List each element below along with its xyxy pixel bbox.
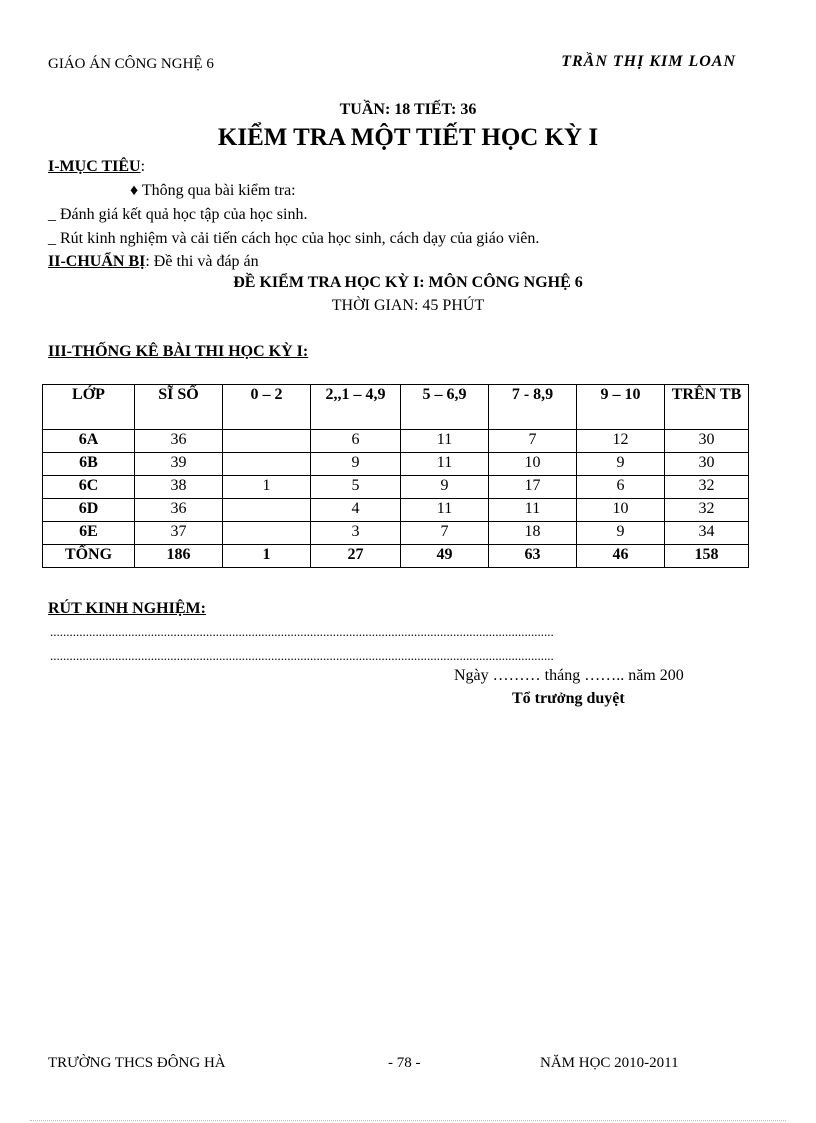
table-cell: 5 bbox=[311, 476, 401, 499]
exam-time: THỜI GIAN: 45 PHÚT bbox=[331, 297, 485, 314]
table-cell: 36 bbox=[135, 430, 223, 453]
footer-school-year: NĂM HỌC 2010-2011 bbox=[540, 1055, 679, 1071]
class-cell: 6D bbox=[43, 499, 135, 522]
table-cell: 11 bbox=[401, 430, 489, 453]
table-cell bbox=[223, 522, 311, 545]
statistics-table bbox=[42, 384, 749, 568]
class-cell: 6E bbox=[43, 522, 135, 545]
table-row bbox=[43, 430, 749, 453]
table-row bbox=[43, 499, 749, 522]
table-cell: 3 bbox=[311, 522, 401, 545]
total-cell: 49 bbox=[401, 545, 489, 568]
table-cell: 32 bbox=[665, 476, 749, 499]
table-row bbox=[43, 453, 749, 476]
table-cell: 10 bbox=[577, 499, 665, 522]
lessons-label: RÚT KINH NGHIỆM: bbox=[48, 600, 206, 617]
table-cell: 7 bbox=[401, 522, 489, 545]
statistics-label: III-THỐNG KÊ BÀI THI HỌC KỲ I: bbox=[48, 343, 309, 360]
table-cell: 11 bbox=[489, 499, 577, 522]
objectives-label: I-MỤC TIÊU bbox=[48, 158, 141, 175]
table-cell: 11 bbox=[401, 453, 489, 476]
footer-school: TRƯỜNG THCS ĐÔNG HÀ bbox=[48, 1055, 226, 1071]
table-cell: 17 bbox=[489, 476, 577, 499]
total-cell: 46 bbox=[577, 545, 665, 568]
class-cell: 6B bbox=[43, 453, 135, 476]
signature-role: Tổ trưởng duyệt bbox=[512, 690, 625, 707]
table-cell: 36 bbox=[135, 499, 223, 522]
preparation-label: II-CHUẨN BỊ bbox=[48, 253, 146, 270]
table-cell: 9 bbox=[577, 522, 665, 545]
column-header: SĨ SỐ bbox=[135, 385, 223, 430]
table-cell: 10 bbox=[489, 453, 577, 476]
column-header: 7 - 8,9 bbox=[489, 385, 577, 430]
table-cell: 30 bbox=[665, 453, 749, 476]
section-preparation bbox=[48, 253, 259, 271]
table-cell: 9 bbox=[577, 453, 665, 476]
table-row bbox=[43, 522, 749, 545]
objective-item: _ Rút kinh nghiệm và cải tiến cách học của học sinh, cách dạy của giáo viên. bbox=[48, 230, 540, 247]
total-cell: 158 bbox=[665, 545, 749, 568]
column-header: 0 – 2 bbox=[223, 385, 311, 430]
table-cell: 32 bbox=[665, 499, 749, 522]
objectives-bullet: ♦ Thông qua bài kiểm tra: bbox=[130, 182, 296, 199]
objectives-colon: : bbox=[140, 158, 146, 175]
table-cell bbox=[223, 430, 311, 453]
table-cell: 30 bbox=[665, 430, 749, 453]
column-header: 2,,1 – 4,9 bbox=[311, 385, 401, 430]
section-lessons bbox=[48, 600, 206, 618]
table-cell: 7 bbox=[489, 430, 577, 453]
table-cell: 9 bbox=[401, 476, 489, 499]
class-cell: 6A bbox=[43, 430, 135, 453]
total-cell: 186 bbox=[135, 545, 223, 568]
table-total-row bbox=[43, 545, 749, 568]
total-cell: 63 bbox=[489, 545, 577, 568]
total-cell: 27 bbox=[311, 545, 401, 568]
table-cell: 6 bbox=[311, 430, 401, 453]
dotted-line: ........................................................................................................................................................... bbox=[50, 624, 554, 639]
table-cell: 4 bbox=[311, 499, 401, 522]
class-cell: 6C bbox=[43, 476, 135, 499]
header-author: TRẦN THỊ KIM LOAN bbox=[561, 53, 736, 70]
section-objectives-heading bbox=[48, 158, 145, 176]
dotted-line: ........................................................................................................................................................... bbox=[50, 648, 554, 663]
table-header-row bbox=[43, 385, 749, 430]
section-statistics bbox=[48, 343, 308, 361]
table-cell: 1 bbox=[223, 476, 311, 499]
column-header: LỚP bbox=[43, 385, 135, 430]
table-row bbox=[43, 476, 749, 499]
table-cell: 18 bbox=[489, 522, 577, 545]
table-cell: 6 bbox=[577, 476, 665, 499]
preparation-text: : Đề thi và đáp án bbox=[145, 253, 259, 270]
signature-date: Ngày ……… tháng …….. năm 200 bbox=[454, 667, 684, 684]
week-lesson: TUẦN: 18 TIẾT: 36 bbox=[339, 101, 477, 118]
page-number: - 78 - bbox=[388, 1055, 421, 1071]
page-title: KIỂM TRA MỘT TIẾT HỌC KỲ I bbox=[217, 124, 599, 151]
header-left: GIÁO ÁN CÔNG NGHỆ 6 bbox=[48, 56, 214, 72]
column-header: 5 – 6,9 bbox=[401, 385, 489, 430]
table-cell: 39 bbox=[135, 453, 223, 476]
table-cell: 9 bbox=[311, 453, 401, 476]
table-cell: 34 bbox=[665, 522, 749, 545]
table-cell bbox=[223, 453, 311, 476]
column-header: TRÊN TB bbox=[665, 385, 749, 430]
total-label: TỔNG bbox=[43, 545, 135, 568]
page-bottom-divider bbox=[30, 1120, 786, 1121]
table-cell bbox=[223, 499, 311, 522]
table-cell: 12 bbox=[577, 430, 665, 453]
column-header: 9 – 10 bbox=[577, 385, 665, 430]
exam-title: ĐỀ KIỂM TRA HỌC KỲ I: MÔN CÔNG NGHỆ 6 bbox=[233, 274, 583, 291]
objective-item: _ Đánh giá kết quả học tập của học sinh. bbox=[48, 206, 308, 223]
table-cell: 11 bbox=[401, 499, 489, 522]
total-cell: 1 bbox=[223, 545, 311, 568]
table-cell: 37 bbox=[135, 522, 223, 545]
table-cell: 38 bbox=[135, 476, 223, 499]
